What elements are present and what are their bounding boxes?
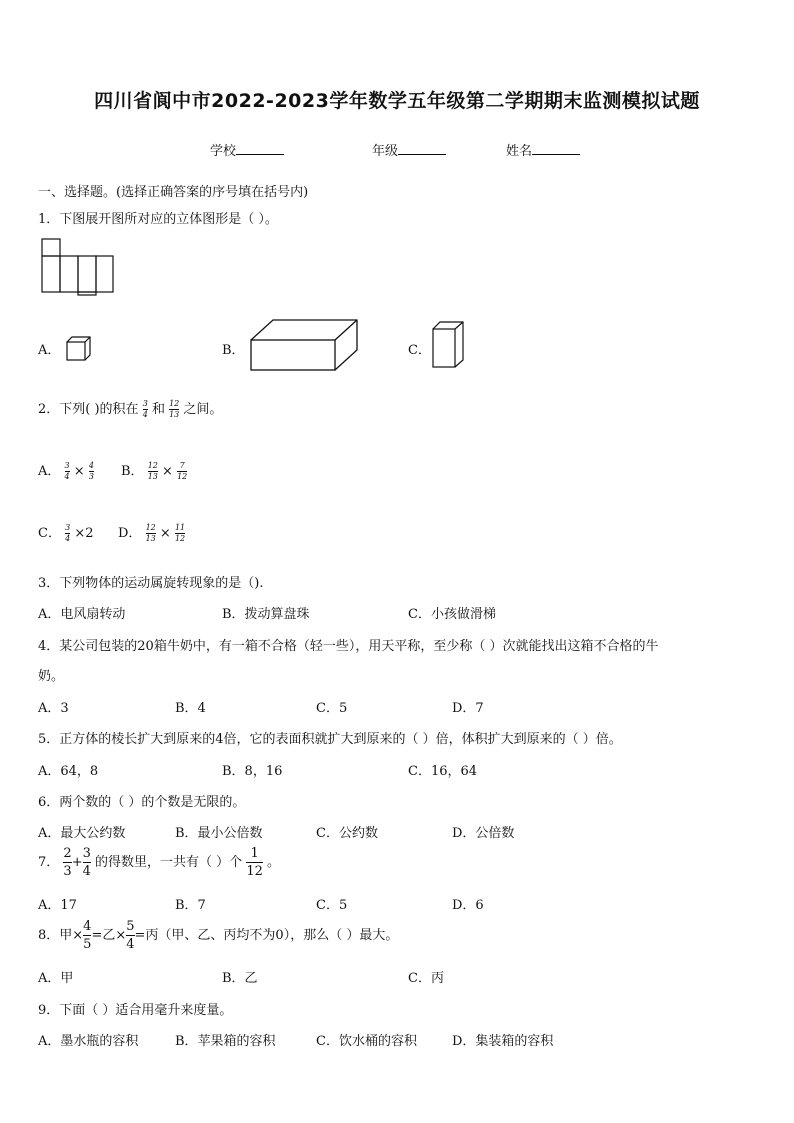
q3-option-c[interactable]: C．小孩做滑梯: [408, 607, 496, 622]
name-field: [506, 140, 580, 159]
denominator: 4: [82, 864, 91, 879]
denominator: 13: [145, 534, 156, 543]
numerator: 12: [147, 461, 158, 470]
fraction: [63, 847, 71, 878]
q2-option-b[interactable]: [121, 460, 187, 481]
q7-option-b[interactable]: B．7: [175, 898, 206, 913]
q2-stem-pre: 2．下列( )的积在: [38, 402, 139, 417]
denominator: 5: [83, 937, 92, 952]
times-sign: ×: [159, 526, 171, 541]
q4-option-c[interactable]: C．5: [316, 701, 348, 716]
q7-end: 。: [267, 855, 281, 870]
q7-option-c[interactable]: C．5: [316, 898, 348, 913]
times-sign: ×: [162, 464, 173, 479]
name-blank[interactable]: [532, 142, 580, 155]
denominator: 12: [174, 534, 186, 543]
option-label: D．: [118, 526, 142, 541]
q9-option-a[interactable]: A．墨水瓶的容积: [38, 1034, 139, 1049]
q4-stem-line2: 奶。: [38, 669, 65, 684]
q7-stem: [38, 847, 280, 878]
fraction: [126, 920, 134, 951]
q9-stem: 9．下面（ ）适合用毫升来度量。: [38, 1003, 233, 1018]
page-title: 四川省阆中市2022-2023学年数学五年级第二学期期末监测模拟试题: [94, 90, 700, 112]
numerator: 12: [169, 399, 180, 408]
school-field: [210, 140, 284, 159]
q8-option-c[interactable]: C．丙: [408, 971, 444, 986]
denominator: 4: [64, 472, 70, 481]
q8-option-a[interactable]: A．甲: [38, 971, 74, 986]
q7-option-a[interactable]: A．17: [38, 898, 77, 913]
q9-option-b[interactable]: B．苹果箱的容积: [175, 1034, 276, 1049]
numerator: 5: [126, 919, 135, 934]
numerator: 4: [83, 919, 92, 934]
fraction: [143, 400, 148, 419]
fraction: [246, 847, 263, 878]
numerator: 3: [82, 846, 91, 861]
school-label: 学校: [210, 144, 237, 159]
q3-option-a[interactable]: A．电风扇转动: [38, 607, 126, 622]
q9-option-d[interactable]: D．集装箱的容积: [452, 1034, 554, 1049]
q8-stem: [38, 920, 398, 951]
q1-option-c-label[interactable]: C．: [408, 343, 431, 358]
q3-option-b[interactable]: B．拨动算盘珠: [222, 607, 310, 622]
q8-middle: =乙×: [91, 928, 127, 943]
q2-stem-post: 之间。: [183, 402, 223, 417]
section-heading: 一、选择题。(选择正确答案的序号填在括号内): [38, 185, 309, 200]
q6-stem: 6．两个数的（ ）的个数是无限的。: [38, 795, 246, 810]
tall-cuboid-figure: [432, 321, 466, 369]
q5-stem: 5．正方体的棱长扩大到原来的4倍，它的表面积就扩大到原来的（ ）倍，体积扩大到原来的（ ）倍。: [38, 732, 622, 747]
numerator: 3: [65, 523, 71, 532]
q4-option-b[interactable]: B．4: [175, 701, 206, 716]
option-label: A．: [38, 464, 61, 479]
option-label: C．: [38, 526, 61, 541]
denominator: 12: [246, 864, 263, 879]
grade-label: 年级: [372, 144, 399, 159]
net-diagram: [40, 238, 115, 296]
long-cuboid-figure: [250, 318, 360, 372]
numerator: 12: [145, 523, 156, 532]
denominator: 13: [147, 472, 158, 481]
times-sign: ×: [73, 464, 85, 479]
q5-option-c[interactable]: C．16，64: [408, 764, 478, 779]
fraction: [177, 462, 187, 481]
q2-stem: [38, 398, 222, 419]
q6-option-a[interactable]: A．最大公约数: [38, 826, 126, 841]
name-label: 姓名: [506, 144, 533, 159]
plus-sign: +: [71, 855, 83, 870]
numerator: 2: [63, 846, 72, 861]
q1-option-a-label[interactable]: A．: [38, 343, 61, 358]
fraction: [65, 524, 70, 543]
q6-option-c[interactable]: C．公约数: [316, 826, 378, 841]
q7-middle-text: 的得数里，一共有（ ）个: [95, 855, 243, 870]
option-label: B．: [121, 464, 144, 479]
q7-option-d[interactable]: D．6: [452, 898, 484, 913]
q8-prefix: 8．甲×: [38, 928, 84, 943]
grade-field: [372, 140, 446, 159]
denominator: 12: [177, 472, 188, 481]
grade-blank[interactable]: [398, 142, 446, 155]
school-blank[interactable]: [236, 142, 284, 155]
q4-option-a[interactable]: A．3: [38, 701, 69, 716]
times-two: ×2: [74, 526, 94, 541]
numerator: 3: [64, 461, 70, 470]
q7-number: 7．: [38, 855, 60, 870]
fraction: [175, 524, 185, 543]
q6-option-b[interactable]: B．最小公倍数: [175, 826, 263, 841]
q4-option-d[interactable]: D．7: [452, 701, 484, 716]
q5-option-a[interactable]: A．64，8: [38, 764, 99, 779]
fraction: [65, 462, 70, 481]
q8-option-b[interactable]: B．乙: [222, 971, 258, 986]
q1-option-b-label[interactable]: B．: [222, 343, 245, 358]
q6-option-d[interactable]: D．公倍数: [452, 826, 515, 841]
fraction: [148, 462, 158, 481]
q5-option-b[interactable]: B．8，16: [222, 764, 283, 779]
denominator: 3: [63, 864, 72, 879]
q3-stem: 3．下列物体的运动属旋转现象的是（).: [38, 576, 264, 591]
numerator: 7: [179, 461, 185, 470]
fraction: [89, 462, 94, 481]
q2-option-d[interactable]: [118, 522, 185, 543]
fraction: [146, 524, 156, 543]
denominator: 4: [126, 937, 135, 952]
small-cube-figure: [66, 336, 92, 362]
q4-stem-line1: 4．某公司包装的20箱牛奶中，有一箱不合格（轻一些），用天平称，至少称（ ）次就能找出这箱不合格的牛: [38, 639, 659, 654]
q9-option-c[interactable]: C．饮水桶的容积: [316, 1034, 417, 1049]
numerator: 1: [250, 846, 259, 861]
denominator: 4: [142, 410, 148, 419]
denominator: 3: [88, 472, 94, 481]
q2-and: 和: [151, 402, 165, 417]
q8-suffix: =丙（甲、乙、丙均不为0），那么（ ）最大。: [134, 928, 399, 943]
q2-option-c[interactable]: [38, 522, 94, 543]
q1-stem: 1．下图展开图所对应的立体图形是（ ）。: [38, 212, 278, 227]
numerator: 11: [174, 523, 186, 532]
fraction: [83, 847, 91, 878]
denominator: 4: [65, 534, 71, 543]
numerator: 3: [142, 399, 148, 408]
fraction: [169, 400, 179, 419]
q2-option-a[interactable]: [38, 460, 94, 481]
denominator: 13: [169, 410, 180, 419]
numerator: 4: [88, 461, 94, 470]
